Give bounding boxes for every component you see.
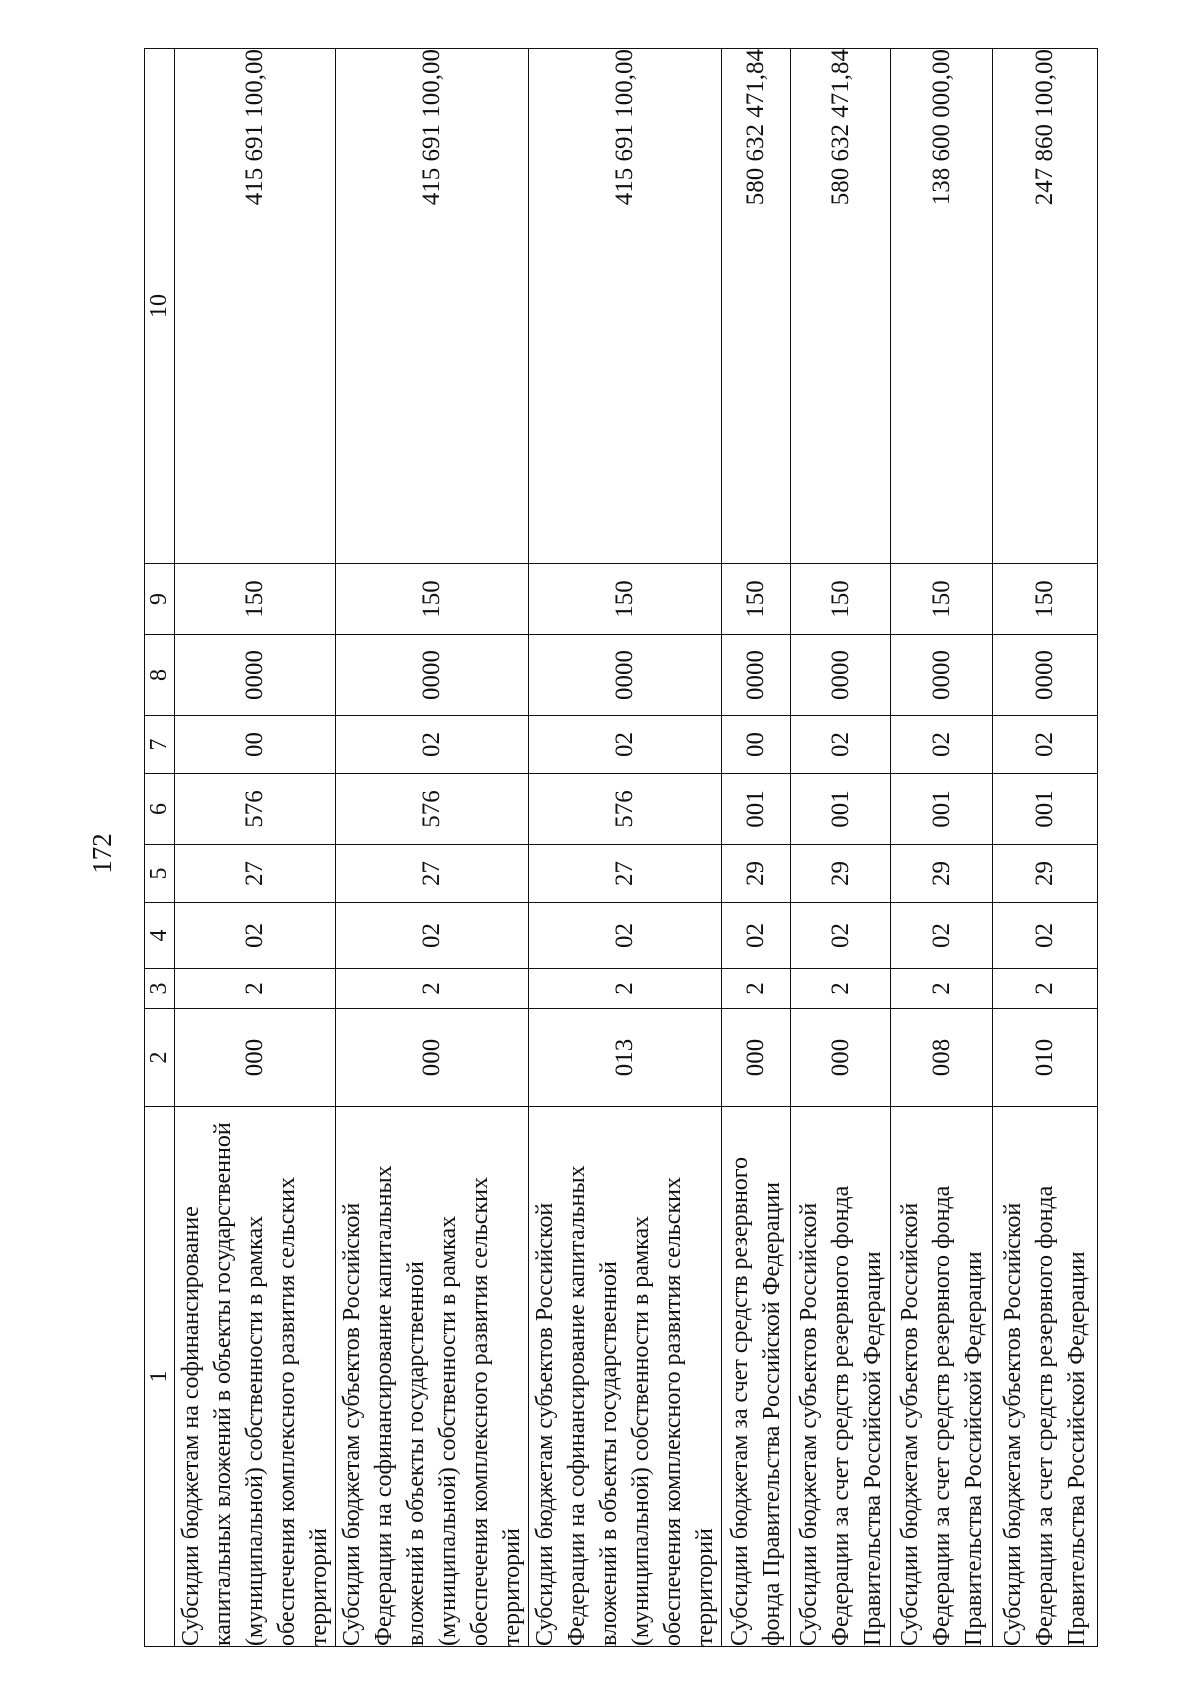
- table-row: [529, 49, 722, 1647]
- code-cell: 150: [993, 564, 1098, 635]
- code-cell: 150: [791, 564, 891, 635]
- row-description: Субсидии бюджетам за счет средств резервного фонда Правительства Российской Федерации: [722, 1107, 791, 1647]
- code-cell: 013: [529, 1009, 722, 1107]
- code-cell: 00: [175, 716, 336, 774]
- code-cell: 27: [529, 845, 722, 903]
- code-cell: 02: [175, 903, 336, 969]
- code-cell: 001: [722, 774, 791, 845]
- code-cell: 02: [791, 903, 891, 969]
- code-cell: 150: [336, 564, 529, 635]
- code-cell: 02: [891, 716, 993, 774]
- amount-cell: 247 860 100,00: [993, 49, 1098, 564]
- header-cell: 3: [145, 969, 175, 1009]
- code-cell: 150: [175, 564, 336, 635]
- header-cell: 8: [145, 635, 175, 716]
- rotated-table-container: [144, 49, 1090, 1647]
- code-cell: 29: [891, 845, 993, 903]
- code-cell: 2: [175, 969, 336, 1009]
- code-cell: 576: [175, 774, 336, 845]
- code-cell: 008: [891, 1009, 993, 1107]
- code-cell: 02: [993, 716, 1098, 774]
- code-cell: 2: [722, 969, 791, 1009]
- amount-cell: 580 632 471,84: [791, 49, 891, 564]
- amount-cell: 138 600 000,00: [891, 49, 993, 564]
- header-cell: 10: [145, 49, 175, 564]
- code-cell: 150: [529, 564, 722, 635]
- header-cell: 6: [145, 774, 175, 845]
- row-description: Субсидии бюджетам на софинансирование капитальных вложений в объекты государственной (муниципальной) собственности в рамках обеспечения комплексного развития сельских территорий: [175, 1107, 336, 1647]
- code-cell: 2: [529, 969, 722, 1009]
- code-cell: 29: [791, 845, 891, 903]
- code-cell: 576: [336, 774, 529, 845]
- header-row: [145, 49, 175, 1647]
- amount-cell: 580 632 471,84: [722, 49, 791, 564]
- code-cell: 2: [891, 969, 993, 1009]
- amount-cell: 415 691 100,00: [529, 49, 722, 564]
- header-cell: 2: [145, 1009, 175, 1107]
- code-cell: 001: [791, 774, 891, 845]
- header-cell: 1: [145, 1107, 175, 1647]
- page-number: 172: [86, 833, 117, 874]
- code-cell: 00: [722, 716, 791, 774]
- header-cell: 9: [145, 564, 175, 635]
- table-row: [336, 49, 529, 1647]
- table-row: [175, 49, 336, 1647]
- code-cell: 27: [175, 845, 336, 903]
- code-cell: 001: [891, 774, 993, 845]
- code-cell: 001: [993, 774, 1098, 845]
- amount-cell: 415 691 100,00: [175, 49, 336, 564]
- row-description: Субсидии бюджетам субъектов Российской Федерации на софинансирование капитальных вложений в объекты государственной (муниципальной) собственности в рамках обеспечения комплексного развития сельских территорий: [336, 1107, 529, 1647]
- code-cell: 0000: [791, 635, 891, 716]
- code-cell: 29: [993, 845, 1098, 903]
- table-row: [993, 49, 1098, 1647]
- code-cell: 02: [336, 903, 529, 969]
- code-cell: 0000: [891, 635, 993, 716]
- code-cell: 2: [336, 969, 529, 1009]
- code-cell: 02: [336, 716, 529, 774]
- code-cell: 000: [175, 1009, 336, 1107]
- code-cell: 0000: [993, 635, 1098, 716]
- code-cell: 0000: [529, 635, 722, 716]
- code-cell: 2: [993, 969, 1098, 1009]
- code-cell: 29: [722, 845, 791, 903]
- header-cell: 7: [145, 716, 175, 774]
- code-cell: 000: [722, 1009, 791, 1107]
- row-description: Субсидии бюджетам субъектов Российской Федерации за счет средств резервного фонда Правительства Российской Федерации: [993, 1107, 1098, 1647]
- code-cell: 02: [722, 903, 791, 969]
- code-cell: 02: [993, 903, 1098, 969]
- code-cell: 02: [529, 716, 722, 774]
- code-cell: 150: [891, 564, 993, 635]
- code-cell: 000: [791, 1009, 891, 1107]
- amount-cell: 415 691 100,00: [336, 49, 529, 564]
- code-cell: 010: [993, 1009, 1098, 1107]
- table-row: [791, 49, 891, 1647]
- budget-table: [144, 48, 1098, 1647]
- row-description: Субсидии бюджетам субъектов Российской Федерации за счет средств резервного фонда Правительства Российской Федерации: [791, 1107, 891, 1647]
- code-cell: 02: [529, 903, 722, 969]
- code-cell: 0000: [175, 635, 336, 716]
- code-cell: 150: [722, 564, 791, 635]
- code-cell: 0000: [722, 635, 791, 716]
- table-row: [891, 49, 993, 1647]
- row-description: Субсидии бюджетам субъектов Российской Федерации на софинансирование капитальных вложений в объекты государственной (муниципальной) собственности в рамках обеспечения комплексного развития сельских территорий: [529, 1107, 722, 1647]
- row-description: Субсидии бюджетам субъектов Российской Федерации за счет средств резервного фонда Правительства Российской Федерации: [891, 1107, 993, 1647]
- code-cell: 576: [529, 774, 722, 845]
- code-cell: 0000: [336, 635, 529, 716]
- code-cell: 000: [336, 1009, 529, 1107]
- code-cell: 27: [336, 845, 529, 903]
- code-cell: 02: [891, 903, 993, 969]
- header-cell: 5: [145, 845, 175, 903]
- code-cell: 02: [791, 716, 891, 774]
- code-cell: 2: [791, 969, 891, 1009]
- header-cell: 4: [145, 903, 175, 969]
- table-row: [722, 49, 791, 1647]
